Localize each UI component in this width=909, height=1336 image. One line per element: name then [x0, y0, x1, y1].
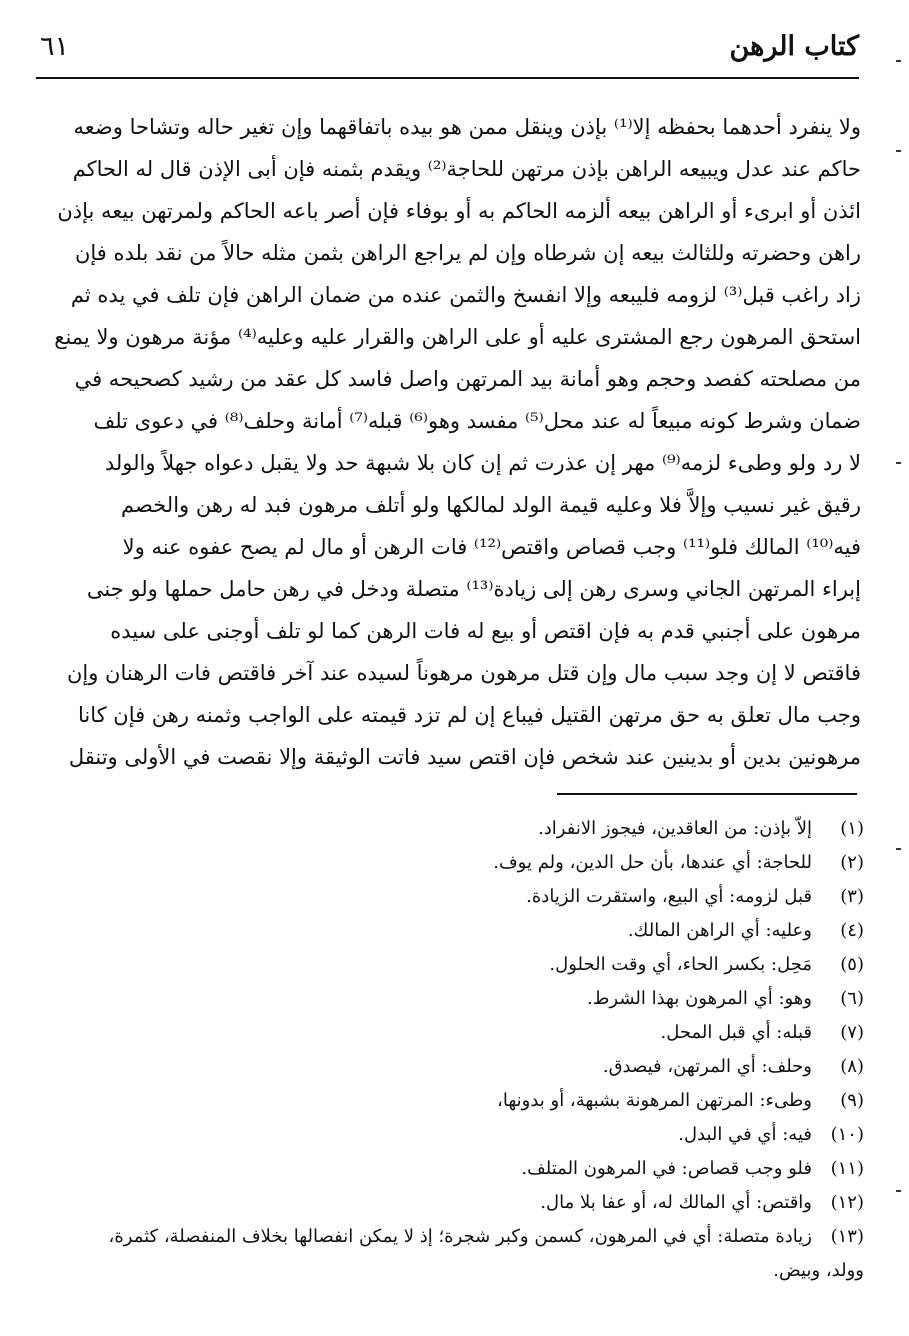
footnote-number: (١): [840, 818, 864, 839]
footnote: [36, 812, 864, 846]
footnote-text: قبل لزومه: أي البيع، واستقرت الزيادة.: [526, 886, 812, 907]
footnote-number: (٨): [840, 1056, 864, 1077]
footnote-text: مَحِل: بكسر الحاء، أي وقت الحلول.: [549, 954, 812, 975]
footnote-number: (٧): [840, 1022, 864, 1043]
text-line: ائذن أو ابرىء أو الراهن بيعه ألزمه الحاكم به أو بوفاء فإن أصر باعه الحاكم ولمرتهن بيعه بإذن: [57, 199, 861, 223]
scan-mark: [896, 60, 901, 62]
footnote: [36, 1016, 864, 1050]
footnote-text: وطىء: المرتهن المرهونة بشبهة، أو بدونها،: [497, 1090, 812, 1111]
text-line: مرهون على أجنبي قدم به فإن اقتص أو بيع له فات الرهن كما لو تلف أوجنى على سيده: [110, 619, 861, 643]
text-line: ولا ينفرد أحدهما بحفظه إلا⁽¹⁾ بإذن وينقل ممن هو بيده باتفاقهما وإن تغير حاله وتشاحا وضعه: [73, 115, 861, 139]
text-line: حاكم عند عدل ويبيعه الراهن بإذن مرتهن للحاجة⁽²⁾ ويقدم بثمنه فإن أبى الإذن قال له الحاكم: [72, 157, 861, 181]
footnote-text: وحلف: أي المرتهن، فيصدق.: [602, 1056, 812, 1077]
text-line: لا رد ولو وطىء لزمه⁽⁹⁾ مهر إن عذرت ثم إن كان بلا شبهة حد ولا يقبل دعواه جهلاً والولد: [104, 451, 861, 475]
footnote: [36, 880, 864, 914]
footnote-text: إلاّ بإذن: من العاقدين، فيجوز الانفراد.: [538, 818, 812, 839]
footnote-number: (٣): [840, 886, 864, 907]
scan-mark: [896, 848, 901, 850]
footnote-text: فلو وجب قصاص: في المرهون المتلف.: [521, 1158, 812, 1179]
footnote: [36, 1186, 864, 1220]
footnote-number: (١٠): [830, 1124, 864, 1145]
scan-mark: [896, 150, 901, 152]
footnote: [36, 1084, 864, 1118]
footnote-number: (٩): [840, 1090, 864, 1111]
footnote-separator: [557, 793, 857, 795]
text-line: فاقتص لا إن وجد سبب مال وإن قتل مرهون مرهوناً لسيده عند آخر فاقتص فات الرهنان وإن: [66, 661, 861, 685]
text-line: رقيق غير نسيب وإلاَّ فلا وعليه قيمة الولد لمالكها ولو أتلف مرهون فبد له رهن والخصم: [121, 493, 861, 517]
footnote-text: فيه: أي في البدل.: [678, 1124, 812, 1145]
page-number: ٦١: [40, 31, 70, 62]
text-line: من مصلحته كفصد وحجم وهو أمانة بيد المرتهن واصل فاسد كل عقد من رشيد كصحيحه في: [74, 367, 861, 391]
text-line: مرهونين بدين أو بدينين عند شخص فإن اقتص سيد فاتت الوثيقة وإلا نقصت في الأولى وتنقل: [68, 745, 861, 769]
text-line: وجب مال تعلق به حق مرتهن القتيل فيباع إن لم تزد قيمته على الواجب وثمنه رهن فإن كانا: [77, 703, 861, 727]
footnote: [36, 948, 864, 982]
footnote: [36, 1118, 864, 1152]
footnote-number: (٦): [840, 988, 864, 1009]
footnote-text: وهو: أي المرهون بهذا الشرط.: [587, 988, 812, 1009]
footnote-number: (١١): [830, 1158, 864, 1179]
scan-mark: [896, 462, 901, 464]
footnote-number: (٢): [840, 852, 864, 873]
text-line: ضمان وشرط كونه مبيعاً له عند محل⁽⁵⁾ مفسد وهو⁽⁶⁾ قبله⁽⁷⁾ أمانة وحلف⁽⁸⁾ في دعوى تلف: [93, 409, 861, 433]
footnote-text: وعليه: أي الراهن المالك.: [627, 920, 812, 941]
scan-mark: [896, 1190, 901, 1192]
footnote-text: للحاجة: أي عندها، بأن حل الدين، ولم يوف.: [493, 852, 812, 873]
footnote-continuation: وولد، وبيض.: [773, 1260, 864, 1281]
text-line: إبراء المرتهن الجاني وسرى رهن إلى زيادة⁽¹³⁾ متصلة ودخل في رهن حامل حملها ولو جنى: [86, 577, 861, 601]
footnote-number: (١٢): [830, 1192, 864, 1213]
footnote-number: (٤): [840, 920, 864, 941]
footnotes: [36, 812, 864, 1288]
footnote: [36, 846, 864, 880]
footnote: [36, 1152, 864, 1186]
footnote-text: واقتص: أي المالك له، أو عفا بلا مال.: [540, 1192, 812, 1213]
running-header: كتاب الرهن: [729, 31, 859, 62]
footnote: [36, 1220, 864, 1254]
footnote-number: (٥): [840, 954, 864, 975]
footnote: [36, 914, 864, 948]
text-line: راهن وحضرته وللثالث بيعه إن شرطاه وإن لم يراجع الراهن بثمن مثله حالاً من نقد بلده فإن: [74, 241, 861, 265]
text-line: فيه⁽¹⁰⁾ المالك فلو⁽¹¹⁾ وجب قصاص واقتص⁽¹²⁾ فات الرهن أو مال لم يصح عفوه عنه ولا: [122, 535, 861, 559]
text-line: زاد راغب قبل⁽³⁾ لزومه فليبعه وإلا انفسخ والثمن عنده من ضمان الراهن فإن تلف في يده ثم: [70, 283, 861, 307]
footnote-text: زيادة متصلة: أي في المرهون، كسمن وكبر شجرة؛ إذ لا يمكن انفصالها بخلاف المنفصلة، كثمرة،: [108, 1226, 812, 1247]
footnote: [36, 1050, 864, 1084]
text-line: استحق المرهون رجع المشترى عليه أو على الراهن والقرار عليه وعليه⁽⁴⁾ مؤنة مرهون ولا يمنع: [54, 325, 861, 349]
header-rule: [36, 77, 859, 79]
footnote-text: قبله: أي قبل المحل.: [660, 1022, 812, 1043]
footnote-number: (١٣): [830, 1226, 864, 1247]
main-text: [36, 106, 861, 778]
footnote: [36, 982, 864, 1016]
